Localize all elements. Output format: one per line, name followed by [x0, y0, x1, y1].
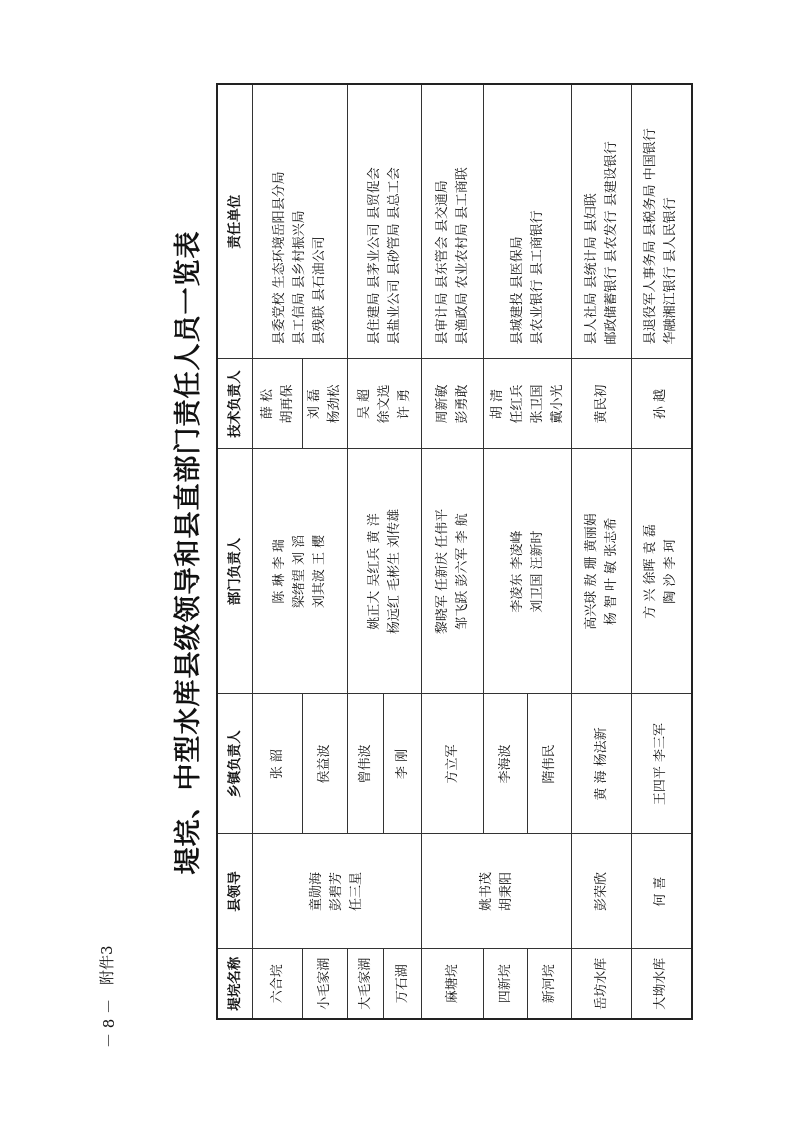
levee-name: 六合垸: [253, 949, 303, 1019]
table-row: [632, 84, 692, 1019]
dept-leaders: 方 兴 徐晖 袁 磊 陶 沙 李 珂: [632, 449, 692, 694]
dept-leaders: 高兴球 敖 珊 黄丽娟 杨 智 叶 敏 张志希: [572, 449, 632, 694]
town-leader: 王四平 李三军: [632, 694, 692, 834]
levee-name: 大毛家湖: [348, 949, 384, 1019]
resp-units: 县审计局 县东管会 县交通局 县渔政局 农业农村局 县工商联: [422, 84, 484, 359]
resp-units: 县退役军人事务局 县税务局 中国银行 华融湘江银行 县人民银行: [632, 84, 692, 359]
tech-leader: 黄民初: [572, 359, 632, 449]
levee-name: 大坳水库: [632, 949, 692, 1019]
levee-name: 麻塘垸: [422, 949, 484, 1019]
town-leader: 黄 海 杨法新: [572, 694, 632, 834]
tech-leader: 吴 超 徐文选 许 勇: [348, 359, 422, 449]
levee-name: 万石湖: [384, 949, 422, 1019]
town-leader: 侯益波: [303, 694, 348, 834]
tech-leader: 薛 松 胡再保: [253, 359, 303, 449]
responsibility-table: [216, 83, 693, 1020]
table-row: [572, 84, 632, 1019]
header-levee-name: 堤垸名称: [217, 949, 253, 1019]
levee-name: 四新垸: [484, 949, 528, 1019]
dept-leaders: 黎晓军 任新庆 任伟平 邹飞跃 彭六军 李 航: [422, 449, 484, 694]
attachment-label: 附件3: [98, 945, 116, 985]
town-leader: 方立军: [422, 694, 484, 834]
county-leaders: 姚书茂 胡秉阳: [422, 834, 572, 949]
resp-units: 县委党校 生态环境岳阳县分局 县工信局 县乡村振兴局 县残联 县石油公司: [253, 84, 348, 359]
header-town-leader: 乡镇负责人: [217, 694, 253, 834]
county-leaders: 童勋海 彭碧芳 任三星: [253, 834, 422, 949]
town-leader: 隋伟民: [528, 694, 572, 834]
header-county-leader: 县领导: [217, 834, 253, 949]
resp-units: 县人社局 县统计局 县妇联 邮政储蓄银行 县农发行 县建设银行: [572, 84, 632, 359]
levee-name: 新河垸: [528, 949, 572, 1019]
dept-leaders: 李凌东 李凌峰 刘卫国 汪新时: [484, 449, 572, 694]
rotated-page-content: [154, 85, 704, 1020]
tech-leader: 刘 磊 杨劲松: [303, 359, 348, 449]
dept-leaders: 姚正大 吴红兵 黄 洋 杨远红 毛彬生 刘传雄: [348, 449, 422, 694]
dept-leaders: 陈 琳 李 瑞 梁绪望 刘 滔 刘其波 王 樱: [253, 449, 348, 694]
town-leader: 张 韶: [253, 694, 303, 834]
county-leader: 何 喜: [632, 834, 692, 949]
tech-leader: 孙 越: [632, 359, 692, 449]
page-title: 堤垸、中型水库县级领导和县直部门责任人员一览表: [172, 230, 204, 875]
page-number: － 8 －: [100, 998, 118, 1048]
levee-name: 小毛家湖: [303, 949, 348, 1019]
table-row: [253, 84, 303, 1019]
table-row: [422, 84, 484, 1019]
town-leader: 李 刚: [384, 694, 422, 834]
town-leader: 李海波: [484, 694, 528, 834]
county-leader: 彭荣欣: [572, 834, 632, 949]
resp-units: 县住建局 县茅业公司 县贸促会 县盐业公司 县砂管局 县总工会: [348, 84, 422, 359]
tech-leader: 胡 清 任红兵 张卫国 戴小光: [484, 359, 572, 449]
header-dept-leader: 部门负责人: [217, 449, 253, 694]
table-header-row: [217, 84, 253, 1019]
tech-leader: 周新敏 彭勇敢: [422, 359, 484, 449]
resp-units: 县城建投 县医保局 县农业银行 县工商银行: [484, 84, 572, 359]
header-tech-leader: 技术负责人: [217, 359, 253, 449]
levee-name: 岳坊水库: [572, 949, 632, 1019]
header-resp-unit: 责任单位: [217, 84, 253, 359]
town-leader: 曾伟波: [348, 694, 384, 834]
